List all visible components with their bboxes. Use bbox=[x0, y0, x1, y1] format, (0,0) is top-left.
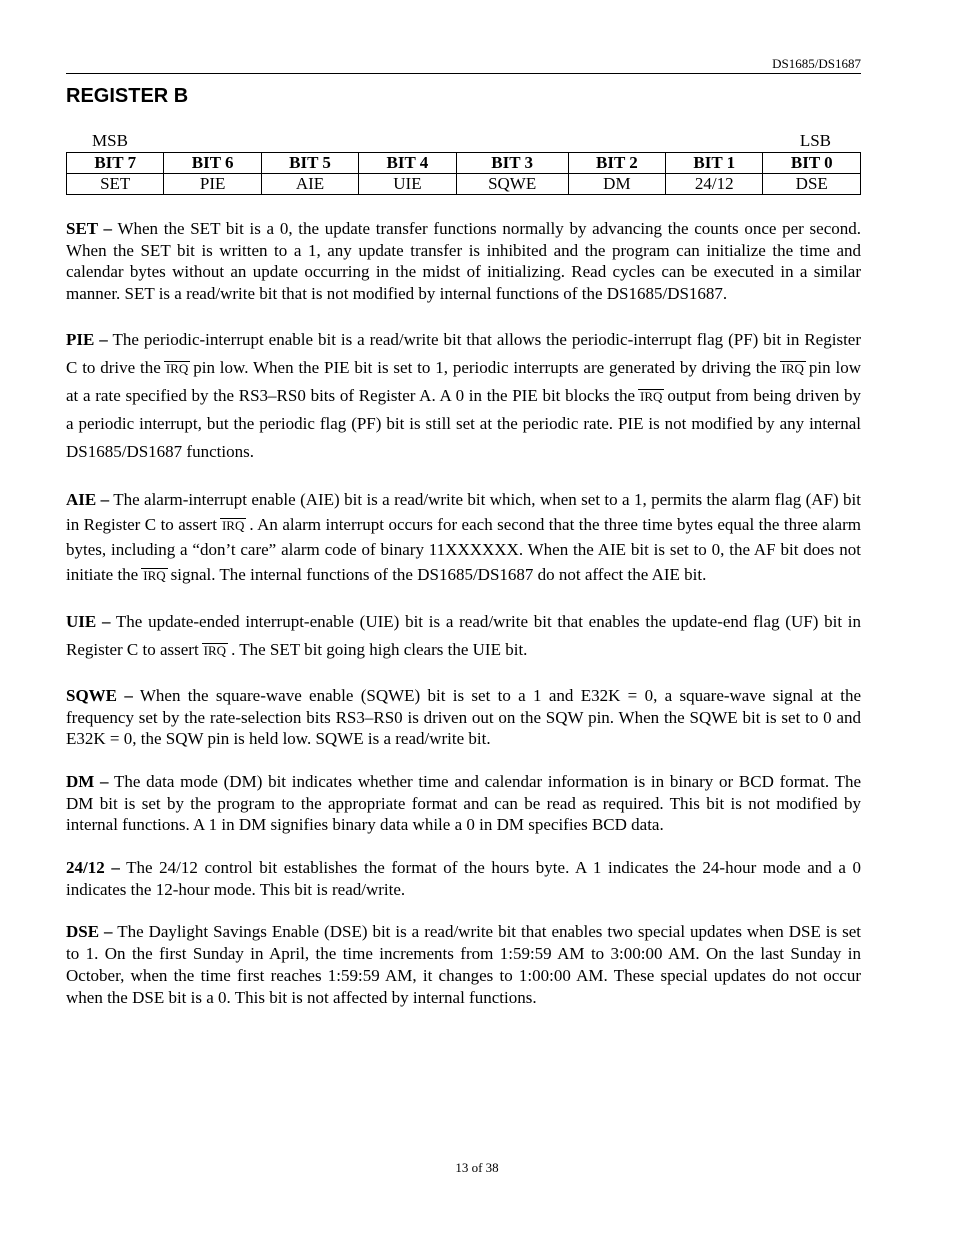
dm-term: DM – bbox=[66, 771, 109, 791]
sqwe-term: SQWE – bbox=[66, 685, 133, 705]
bit-header-cell: BIT 0 bbox=[763, 153, 861, 174]
page-number: 13 of 38 bbox=[455, 1160, 499, 1175]
register-b-table bbox=[66, 152, 861, 195]
aie-text-1: The alarm-interrupt enable (AIE) bit is a read/write bit which, when set to a 1, permits the alarm flag (AF) bit in Register C to assert bbox=[66, 489, 861, 534]
irq-signal: IRQ bbox=[203, 642, 227, 658]
hour-format-term: 24/12 – bbox=[66, 858, 120, 878]
bit-name-row bbox=[67, 174, 861, 195]
aie-text-3: signal. The internal functions of the DS1685/DS1687 do not affect the AIE bit. bbox=[170, 564, 707, 584]
bit-name-cell: SQWE bbox=[456, 174, 568, 195]
sqwe-description bbox=[66, 685, 861, 750]
pie-text-3: pin low at a rate specified by the RS3–RS0 bits of Register A. A 0 in the PIE bit blocks the bbox=[66, 357, 861, 405]
aie-description bbox=[66, 487, 861, 587]
pie-text-4: output from being driven by a periodic interrupt, but the periodic flag (PF) bit is still set at the periodic rate. PIE is not modified by any internal DS1685/DS1687 functions. bbox=[66, 385, 861, 461]
dse-description bbox=[66, 921, 861, 1008]
bit-header-cell: BIT 3 bbox=[456, 153, 568, 174]
irq-signal: IRQ bbox=[640, 388, 663, 404]
bit-name-cell: PIE bbox=[164, 174, 261, 195]
set-description bbox=[66, 218, 861, 305]
bit-name-cell: SET bbox=[67, 174, 164, 195]
dm-text: The data mode (DM) bit indicates whether time and calendar information is in binary or BCD format. The DM bit is set by the program to the appropriate format and can be read as required. This bit is not modified by internal functions. A 1 in DM signifies binary data while a 0 in DM specifies BCD data. bbox=[66, 771, 861, 835]
register-descriptions bbox=[66, 218, 861, 1029]
bit-header-cell: BIT 2 bbox=[568, 153, 665, 174]
irq-signal: IRQ bbox=[165, 360, 189, 376]
aie-term: AIE – bbox=[66, 489, 110, 509]
pie-description bbox=[66, 326, 861, 466]
irq-signal: IRQ bbox=[143, 567, 166, 583]
section-title: REGISTER B bbox=[66, 85, 189, 107]
bit-header-cell: BIT 7 bbox=[67, 153, 164, 174]
bit-number-row bbox=[67, 153, 861, 174]
bit-header-cell: BIT 1 bbox=[666, 153, 763, 174]
sqwe-text: When the square-wave enable (SQWE) bit is set to a 1 and E32K = 0, a square-wave signal at the frequency set by the rate-selection bits RS3–RS0 is driven out on the SQW pin. When the SQWE bit is set to 0 and E32K = 0, the SQW pin is held low. SQWE is a read/write bit. bbox=[66, 685, 861, 749]
bit-header-cell: BIT 6 bbox=[164, 153, 261, 174]
aie-text-2: . An alarm interrupt occurs for each second that the three time bytes equal the three alarm bytes, including a “don’t care” alarm code of binary 11XXXXXX. When the AIE bit is set to 0, the AF bit does not initiate the bbox=[66, 514, 861, 584]
bit-name-cell: 24/12 bbox=[666, 174, 763, 195]
set-term: SET – bbox=[66, 219, 113, 238]
uie-text-2: . The SET bit going high clears the UIE bit. bbox=[231, 639, 528, 659]
lsb-label: LSB bbox=[799, 131, 831, 150]
uie-term: UIE – bbox=[66, 611, 111, 631]
irq-signal: IRQ bbox=[781, 360, 804, 376]
pie-term: PIE – bbox=[66, 329, 108, 349]
dse-term: DSE – bbox=[66, 922, 113, 942]
uie-text-1: The update-ended interrupt-enable (UIE) bit is a read/write bit that enables the update-end flag (UF) bit in Register C to assert bbox=[66, 611, 862, 659]
bit-header-cell: BIT 4 bbox=[359, 153, 456, 174]
irq-signal: IRQ bbox=[221, 517, 245, 533]
document-id: DS1685/DS1687 bbox=[772, 56, 861, 71]
msb-label: MSB bbox=[92, 131, 128, 150]
set-text: When the SET bit is a 0, the update transfer functions normally by advancing the counts once per second. When the SET bit is written to a 1, any update transfer is inhibited and the program can initialize the time and calendar bytes without an update occurring in the midst of initializing. Read cycles can be executed in a similar manner. SET is a read/write bit that is not modified by internal functions of the DS1685/DS1687. bbox=[66, 219, 861, 304]
bit-name-cell: UIE bbox=[359, 174, 456, 195]
header-rule bbox=[66, 73, 861, 74]
uie-description bbox=[66, 608, 861, 664]
pie-text-2: pin low. When the PIE bit is set to 1, periodic interrupts are generated by driving the bbox=[193, 357, 777, 377]
bit-name-cell: AIE bbox=[261, 174, 358, 195]
bit-name-cell: DSE bbox=[763, 174, 861, 195]
pie-text-1: The periodic-interrupt enable bit is a read/write bit that allows the periodic-interrupt flag (PF) bit in Register C to drive the bbox=[66, 329, 861, 377]
dm-description bbox=[66, 771, 861, 836]
bit-header-cell: BIT 5 bbox=[261, 153, 358, 174]
hour-format-description bbox=[66, 857, 861, 900]
hour-format-text: The 24/12 control bit establishes the format of the hours byte. A 1 indicates the 24-hour mode and a 0 indicates the 12-hour mode. This bit is read/write. bbox=[66, 858, 861, 899]
dse-text: The Daylight Savings Enable (DSE) bit is a read/write bit that enables two special updates when DSE is set to 1. On the first Sunday in April, the time increments from 1:59:59 AM to 3:00:00 AM. On the last Sunday in October, when the time first reaches 1:59:59 AM, it changes to 1:00:00 AM. These special updates do not occur when the DSE bit is a 0. This bit is not affected by internal functions. bbox=[66, 922, 861, 1007]
bit-name-cell: DM bbox=[568, 174, 665, 195]
